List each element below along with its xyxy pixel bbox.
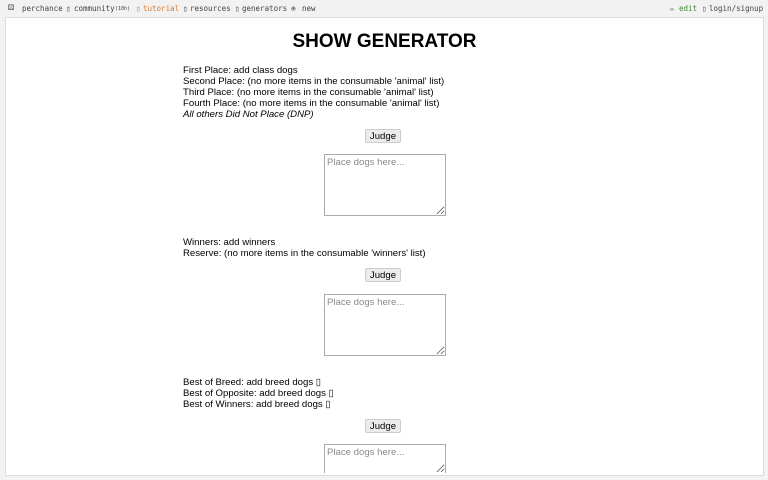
plus-icon: ⊕	[291, 4, 296, 13]
placements-block	[183, 65, 444, 120]
generator-output-panel	[5, 17, 764, 476]
dnp-note: All others Did Not Place (DNP)	[183, 109, 314, 120]
top-nav	[0, 0, 768, 17]
judge-button-1[interactable]: Judge	[365, 129, 401, 143]
placement-line: Fourth Place: (no more items in the consumable 'animal' list)	[183, 98, 440, 109]
community-icon: ▯	[66, 4, 71, 13]
user-icon: ▯	[702, 4, 707, 13]
nav-resources[interactable]: resources	[190, 4, 231, 13]
dice-icon: ⚄	[8, 2, 15, 13]
dogs-input-3[interactable]	[324, 444, 446, 473]
pencil-icon: ✏	[670, 4, 675, 13]
nav-generators[interactable]: generators	[242, 4, 288, 13]
community-count: (10h)	[115, 6, 131, 12]
reserve-line: Reserve: (no more items in the consumable 'winners' list)	[183, 248, 426, 259]
placement-line: First Place: add class dogs	[183, 65, 298, 76]
judge-button-2[interactable]: Judge	[365, 268, 401, 282]
judge-button-3[interactable]: Judge	[365, 419, 401, 433]
best-of-breed-line: Best of Breed: add breed dogs ▯	[183, 377, 322, 388]
best-of-block	[183, 377, 334, 410]
resources-icon: ▯	[183, 4, 188, 13]
best-of-opposite-line: Best of Opposite: add breed dogs ▯	[183, 388, 334, 399]
dogs-input-1[interactable]	[324, 154, 446, 216]
dogs-input-2[interactable]	[324, 294, 446, 356]
placement-line: Second Place: (no more items in the consumable 'animal' list)	[183, 76, 445, 87]
nav-new[interactable]: new	[302, 4, 316, 13]
nav-community[interactable]: community	[74, 4, 115, 13]
nav-login[interactable]: login/signup	[709, 4, 764, 13]
nav-perchance[interactable]: perchance	[22, 4, 63, 13]
tutorial-icon: ▯	[136, 4, 141, 13]
generators-icon: ▯	[235, 4, 240, 13]
nav-edit[interactable]: edit	[679, 4, 698, 13]
placement-line: Third Place: (no more items in the consumable 'animal' list)	[183, 87, 434, 98]
best-of-winners-line: Best of Winners: add breed dogs ▯	[183, 399, 331, 410]
page-title: SHOW GENERATOR	[292, 31, 477, 52]
winners-line: Winners: add winners	[183, 237, 276, 248]
nav-tutorial[interactable]: tutorial	[143, 4, 180, 13]
winners-block	[183, 237, 426, 259]
